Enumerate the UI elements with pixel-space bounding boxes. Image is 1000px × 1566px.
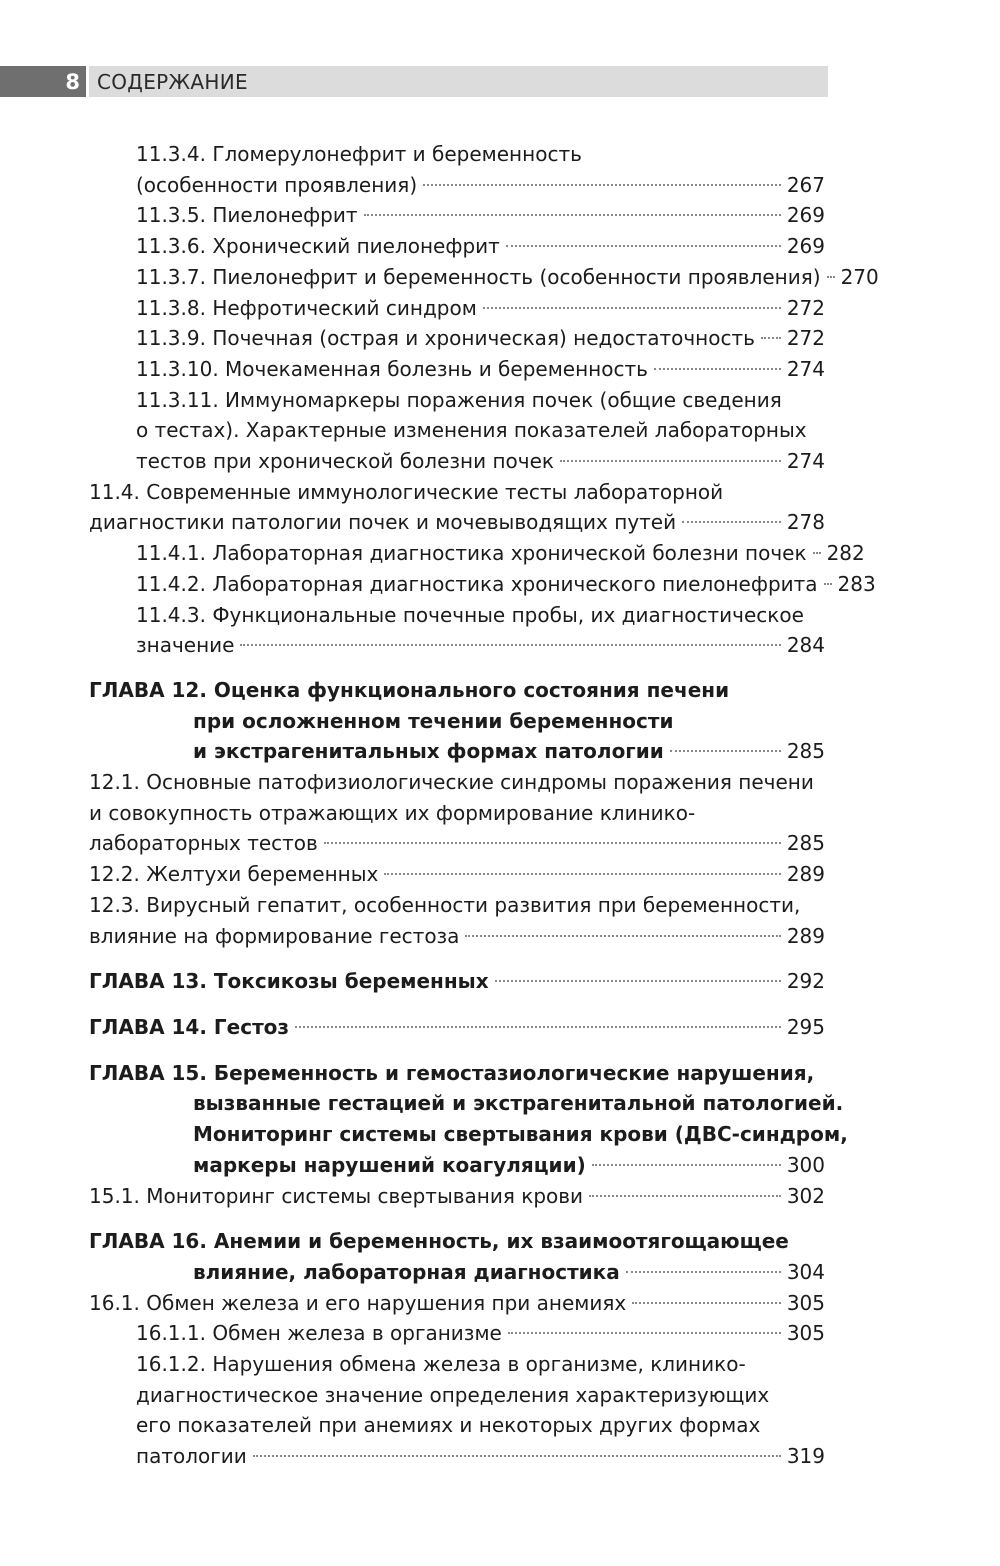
toc-entry-line: [89, 706, 825, 737]
toc-entry-line: [89, 1058, 825, 1089]
toc-entry-line: [136, 323, 825, 354]
toc-entry: [89, 323, 825, 354]
toc-page-number: 272: [786, 295, 825, 320]
toc-page-number: 305: [786, 1290, 825, 1315]
toc-entry: [89, 385, 825, 477]
dot-leader: [506, 245, 781, 247]
toc-chapter: [89, 966, 825, 997]
toc-entry-line: [136, 538, 865, 569]
toc-page-number: 285: [786, 739, 825, 764]
dot-leader: [423, 184, 781, 186]
toc-entry-text: 16.1.1. Обмен железа в организме: [136, 1321, 502, 1346]
toc-entry-text: ГЛАВА 15. Беременность и гемостазиологические нарушения,: [89, 1060, 815, 1085]
toc-entry-line: [136, 231, 825, 262]
section-title: СОДЕРЖАНИЕ: [89, 66, 828, 97]
toc-entry-text: значение: [136, 633, 235, 658]
dot-leader: [384, 873, 780, 875]
toc-entry-line: [89, 1257, 825, 1288]
toc-entry-text: 12.3. Вирусный гепатит, особенности развития при беременности,: [89, 892, 801, 917]
toc-chapter: [89, 1226, 825, 1287]
toc-page-number: 302: [786, 1183, 825, 1208]
toc-entry: [89, 262, 879, 293]
toc-entry-text: лабораторных тестов: [89, 831, 318, 856]
toc-entry-line: [136, 600, 825, 631]
toc-entry-text: 11.4.3. Функциональные почечные пробы, их диагностическое: [136, 602, 804, 627]
toc-entry-line: [136, 200, 825, 231]
toc-entry-text: ГЛАВА 16. Анемии и беременность, их взаимоотягощающее: [89, 1229, 789, 1254]
toc-page-number: 285: [786, 831, 825, 856]
toc-entry-text: вызванные гестацией и экстрагенитальной патологией.: [193, 1091, 844, 1116]
toc-entry-line: [136, 139, 825, 170]
page-header: [0, 66, 828, 97]
toc-page-number: 305: [786, 1321, 825, 1346]
toc-entry-line: [89, 966, 825, 997]
toc-entry-text: диагностики патологии почек и мочевыводящих путей: [89, 510, 677, 535]
toc-page-number: 319: [786, 1444, 825, 1469]
toc-entry: [89, 293, 825, 324]
toc-entry-line: [136, 569, 876, 600]
toc-page-number: 300: [786, 1152, 825, 1177]
toc-chapter: [89, 1058, 848, 1181]
toc-entry: [89, 139, 825, 200]
toc-entry-line: [136, 170, 825, 201]
toc-page-number: 274: [786, 449, 825, 474]
dot-leader: [295, 1026, 781, 1028]
toc-entry-text: 11.3.10. Мочекаменная болезнь и беременность: [136, 356, 648, 381]
toc-entry-text: и экстрагенитальных формах патологии: [193, 739, 664, 764]
toc-entry: [89, 859, 825, 890]
toc-entry-line: [89, 828, 825, 859]
toc-entry-text: 16.1. Обмен железа и его нарушения при анемиях: [89, 1290, 627, 1315]
dot-leader: [508, 1332, 781, 1334]
toc-entry-line: [136, 1441, 825, 1472]
dot-leader: [824, 583, 832, 585]
toc-entry-text: патологии: [136, 1444, 247, 1469]
toc-entry: [89, 767, 825, 859]
dot-leader: [364, 214, 781, 216]
dot-leader: [253, 1455, 781, 1457]
toc-page-number: 269: [786, 203, 825, 228]
toc-entry-text: ГЛАВА 13. Токсикозы беременных: [89, 969, 489, 994]
toc-entry-line: [89, 1119, 848, 1150]
toc-page-number: 304: [786, 1259, 825, 1284]
toc-entry-text: 11.3.7. Пиелонефрит и беременность (особенности проявления): [136, 264, 821, 289]
dot-leader: [592, 1164, 781, 1166]
dot-leader: [654, 368, 781, 370]
dot-leader: [465, 935, 780, 937]
toc-entry-text: 11.4.1. Лабораторная диагностика хронической болезни почек: [136, 541, 807, 566]
toc-page-number: 274: [786, 356, 825, 381]
toc-page-number: 289: [786, 862, 825, 887]
toc-entry-line: [89, 1288, 825, 1319]
toc-entry-line: [136, 446, 825, 477]
toc-entry-text: 15.1. Мониторинг системы свертывания крови: [89, 1183, 584, 1208]
toc-entry-line: [136, 1410, 825, 1441]
dot-leader: [632, 1302, 781, 1304]
dot-leader: [827, 276, 835, 278]
toc-entry-line: [89, 1012, 825, 1043]
toc-entry-text: 12.2. Желтухи беременных: [89, 862, 379, 887]
toc-entry-line: [136, 385, 825, 416]
toc-page-number: 269: [786, 234, 825, 259]
page-number: 8: [0, 66, 86, 97]
toc-entry-text: 11.3.11. Иммуномаркеры поражения почек (общие сведения: [136, 387, 782, 412]
toc-page-number: 292: [786, 969, 825, 994]
toc-page-number: 270: [840, 264, 879, 289]
toc-entry-text: 11.3.4. Гломерулонефрит и беременность: [136, 142, 582, 166]
toc-entry-text: (особенности проявления): [136, 172, 418, 197]
toc-entry-text: диагностическое значение определения характеризующих: [136, 1382, 770, 1407]
table-of-contents: [89, 139, 879, 1472]
toc-entry-line: [89, 798, 825, 829]
toc-page-number: 267: [786, 172, 825, 197]
toc-entry-line: [136, 1380, 825, 1411]
dot-leader: [670, 750, 781, 752]
toc-entry-line: [136, 354, 825, 385]
toc-entry-text: 12.1. Основные патофизиологические синдромы поражения печени: [89, 770, 814, 795]
toc-entry-text: 11.3.9. Почечная (острая и хроническая) недостаточность: [136, 326, 755, 351]
toc-entry-text: ГЛАВА 14. Гестоз: [89, 1014, 290, 1039]
toc-entry: [89, 1318, 825, 1349]
toc-entry-line: [89, 1150, 825, 1181]
toc-entry-line: [89, 736, 825, 767]
toc-entry: [89, 200, 825, 231]
dot-leader: [682, 521, 781, 523]
toc-entry-line: [136, 415, 825, 446]
toc-page-number: 289: [786, 923, 825, 948]
dot-leader: [495, 980, 781, 982]
toc-entry-line: [136, 262, 879, 293]
toc-page-number: 295: [786, 1014, 825, 1039]
dot-leader: [589, 1195, 781, 1197]
toc-entry: [89, 569, 876, 600]
dot-leader: [560, 460, 781, 462]
toc-entry-text: влияние на формирование гестоза: [89, 923, 460, 948]
toc-entry-line: [136, 630, 825, 661]
toc-entry-text: 11.4. Современные иммунологические тесты лабораторной: [89, 479, 724, 504]
toc-entry-line: [89, 477, 825, 508]
toc-page-number: 278: [786, 510, 825, 535]
toc-page-number: 282: [826, 541, 865, 566]
toc-entry-text: 11.3.6. Хронический пиелонефрит: [136, 234, 500, 259]
toc-entry-text: влияние, лабораторная диагностика: [193, 1259, 620, 1284]
dot-leader: [813, 552, 821, 554]
toc-entry-text: ГЛАВА 12. Оценка функционального состояния печени: [89, 677, 730, 702]
toc-entry-text: 11.3.5. Пиелонефрит: [136, 203, 358, 228]
toc-entry-line: [89, 675, 825, 706]
toc-entry: [89, 1349, 825, 1472]
toc-entry: [89, 477, 825, 538]
dot-leader: [626, 1271, 781, 1273]
dot-leader: [240, 644, 780, 646]
toc-entry-text: Мониторинг системы свертывания крови (ДВС-синдром,: [193, 1122, 848, 1147]
toc-page-number: 283: [837, 571, 876, 596]
toc-entry-text: о тестах). Характерные изменения показателей лабораторных: [136, 418, 807, 443]
toc-entry-line: [89, 921, 825, 952]
toc-entry-line: [89, 859, 825, 890]
toc-entry-line: [89, 890, 825, 921]
toc-entry-line: [89, 1181, 825, 1212]
dot-leader: [324, 842, 781, 844]
toc-entry: [89, 231, 825, 262]
toc-entry-text: и совокупность отражающих их формирование клинико-: [89, 800, 696, 825]
toc-entry: [89, 1181, 825, 1212]
toc-entry-line: [136, 1349, 825, 1380]
toc-entry-text: при осложненном течении беременности: [193, 708, 674, 733]
toc-entry-line: [136, 1318, 825, 1349]
toc-entry-text: маркеры нарушений коагуляции): [193, 1152, 586, 1177]
toc-page-number: 284: [786, 633, 825, 658]
toc-entry: [89, 890, 825, 951]
toc-chapter: [89, 675, 825, 767]
toc-chapter: [89, 1012, 825, 1043]
toc-entry: [89, 600, 825, 661]
dot-leader: [483, 307, 781, 309]
toc-entry: [89, 1288, 825, 1319]
toc-entry-line: [89, 1088, 844, 1119]
toc-entry-line: [89, 767, 825, 798]
toc-entry-line: [136, 293, 825, 324]
toc-entry-line: [89, 1226, 825, 1257]
toc-entry-text: тестов при хронической болезни почек: [136, 449, 554, 474]
toc-entry-text: его показателей при анемиях и некоторых других формах: [136, 1413, 761, 1438]
toc-entry-line: [89, 507, 825, 538]
toc-entry: [89, 354, 825, 385]
dot-leader: [761, 337, 781, 339]
toc-entry-text: 11.4.2. Лабораторная диагностика хронического пиелонефрита: [136, 571, 818, 596]
toc-page-number: 272: [786, 326, 825, 351]
toc-entry-text: 11.3.8. Нефротический синдром: [136, 295, 477, 320]
toc-entry-text: 16.1.2. Нарушения обмена железа в организме, клинико-: [136, 1352, 746, 1377]
toc-entry: [89, 538, 865, 569]
